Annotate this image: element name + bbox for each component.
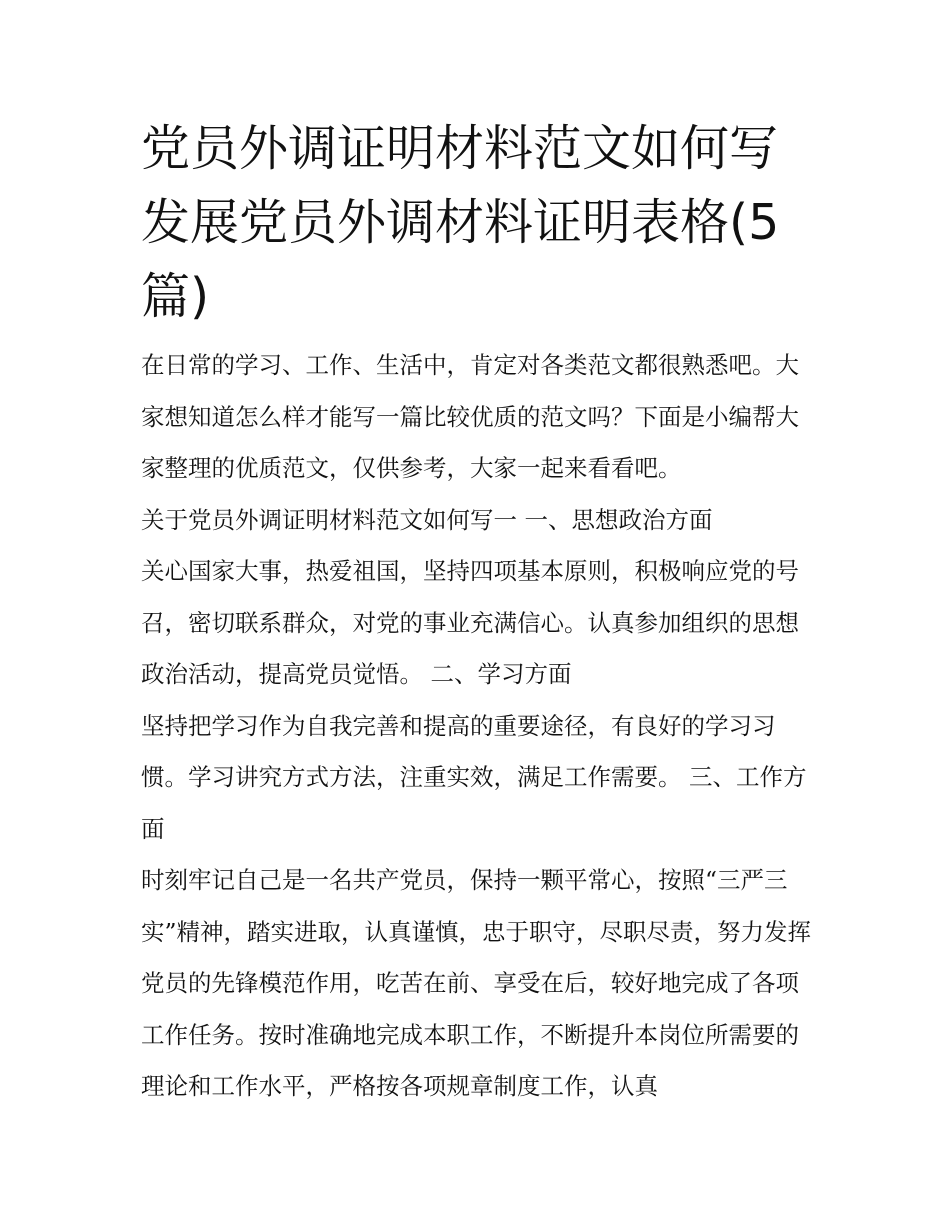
paragraph-intro: 在日常的学习、工作、生活中，肯定对各类范文都很熟悉吧。大家想知道怎么样才能写一篇比较优质的范文吗？下面是小编帮大家整理的优质范文，仅供参考，大家一起来看看吧。 (141, 351, 799, 482)
paragraph-study: 坚持把学习作为自我完善和提高的重要途径，有良好的学习习惯。学习讲究方式方法，注重实效，满足工作需要。 三、工作方面 (141, 711, 807, 843)
paragraph-politics: 关心国家大事，热爱祖国，坚持四项基本原则，积极响应党的号召，密切联系群众，对党的事业充满信心。认真参加组织的思想政治活动，提高党员觉悟。 二、学习方面 (141, 557, 799, 688)
document-content (141, 112, 821, 1113)
paragraph-work: 时刻牢记自己是一名共产党员，保持一颗平常心，按照“三严三实”精神，踏实进取，认真谨慎，忠于职守，尽职尽责，努力发挥党员的先锋模范作用，吃苦在前、享受在后，较好地完成了各项工作任务。按时准确地完成本职工作，不断提升本岗位所需要的理论和工作水平，严格按各项规章制度工作，认真 (141, 866, 812, 1100)
paragraph-heading-politics: 关于党员外调证明材料范文如何写一 一、思想政治方面 (141, 505, 713, 534)
document-title: 党员外调证明材料范文如何写 发展党员外调材料证明表格(5篇) (141, 120, 780, 325)
document-body (141, 340, 821, 1113)
